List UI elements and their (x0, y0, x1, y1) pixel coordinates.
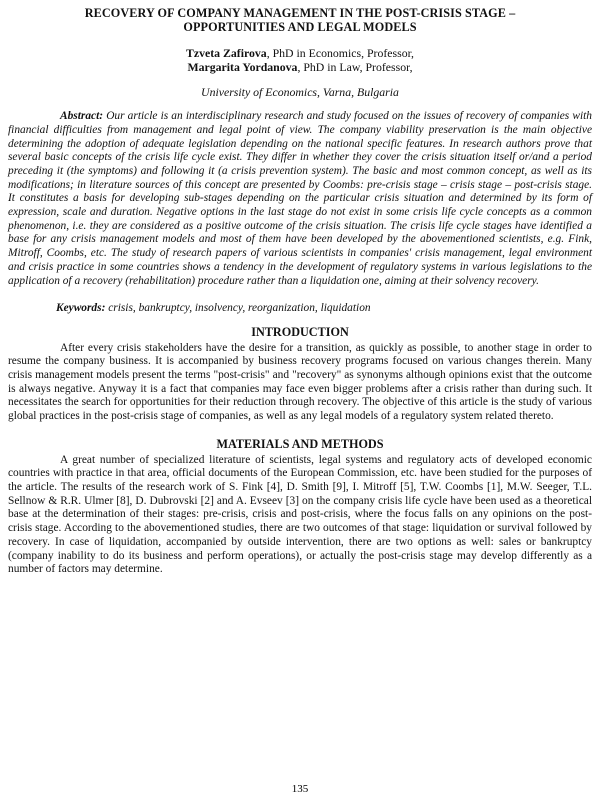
section-heading-materials-methods: MATERIALS AND METHODS (216, 436, 384, 451)
author-credentials: , PhD in Economics, Professor, (266, 46, 415, 60)
keywords-text: crisis, bankruptcy, insolvency, reorganization, liquidation (105, 302, 371, 315)
page-number: 135 (291, 783, 309, 795)
author-name: Margarita Yordanova (187, 60, 298, 75)
title-line-1: RECOVERY OF COMPANY MANAGEMENT IN THE POST-CRISIS STAGE – (84, 6, 516, 20)
section-text-introduction: After every crisis stakeholders have the desire for a transition, as quickly as possible, to another stage in order to resume the company business. It is accompanied by business recovery programs focused on various changes therein. Many crisis management models present the terms "post-crisis" and "recovery" as synonyms although opinions exist that the outcome is always negative. Anyway it is a fact that companies may face even bigger problems after a crisis rather than during such. It necessitates the search for opportunities for their reduction through recovery. The objective of this article is the study of various global practices in the post-crisis stage of companies, as well as any legal models of a regulatory system related thereto. (8, 341, 592, 423)
author-name: Tzveta Zafirova (185, 46, 267, 60)
keywords-label: Keywords: (56, 302, 106, 315)
affiliation: University of Economics, Varna, Bulgaria (201, 85, 399, 100)
abstract (8, 110, 592, 288)
section-text-materials-methods: A great number of specialized literature of scientists, legal systems and regulatory acts of developed economic countries with practice in that area, official documents of the European Commission, etc. have been studied for the purposes of the article. The results of the research work of S. Fink [4], D. Smith [9], I. Mitroff [5], T.W. Coombs [1], M.W. Seeger, T.L. Sellnow & R.R. Ulmer [8], D. Dubrovski [2] and A. Evseev [3] on the company crisis life cycle have been used as a theoretical base at the determination of their stages: pre-crisis, crisis and post-crisis, where the focus falls on any opinions on the post-crisis stage. According to the abovementioned studies, there are two outcomes of that stage: liquidation or survival followed by recovery. In case of liquidation, accompanied by outside intervention, there are two options as well: sales or bankruptcy (company inability to do its business and perform operations), or actually the post-crisis stage may develop differently as a number of factors may determine. (8, 453, 592, 576)
abstract-text: Our article is an interdisciplinary research and study focused on the issues of recovery of companies with financial difficulties from management and legal point of view. The company viability preservation is the main objective determining the adoption of adequate legislation depending on the national specific features. In research authors prove that several basic concepts of the crisis life cycle exist. They differ in whether they cover the crisis situation itself or/and a period preceding it (the symptoms) and following it (a crisis prevention system). The basic and most common concept, as well as its modifications; in literature sources of this concept are presented by Coombs: pre-crisis stage – crisis stage – post-crisis stage. It constitutes a basis for developing sub-stages depending on the particular crisis situation and determined by its form of expression, scale and duration. Negative options in the last stage do not exist in some crisis life cycle concepts as a common phenomenon, i.e. they are considered as a positive outcome of the crisis situation. The crisis life cycle stages have identified a base for any crisis management models and most of them have been developed by the abovementioned scientists, e.g. Fink, Mitroff, Coombs, etc. The study of research papers of various scientists in companies' crisis management, legal environment and crisis practice in some countries shows a tendency in the development of regulatory systems in various legislations to the application of a recovery (rehabilitation) procedure rather than a liquidation one, aiming at their solvency recovery. (8, 110, 592, 287)
keywords (56, 302, 592, 316)
title-line-2: OPPORTUNITIES AND LEGAL MODELS (183, 20, 417, 34)
author-credentials: , PhD in Law, Professor, (297, 60, 413, 75)
authors (8, 46, 592, 74)
abstract-label: Abstract: (60, 110, 104, 123)
section-heading-introduction: INTRODUCTION (251, 324, 349, 339)
paper-title (8, 6, 592, 34)
